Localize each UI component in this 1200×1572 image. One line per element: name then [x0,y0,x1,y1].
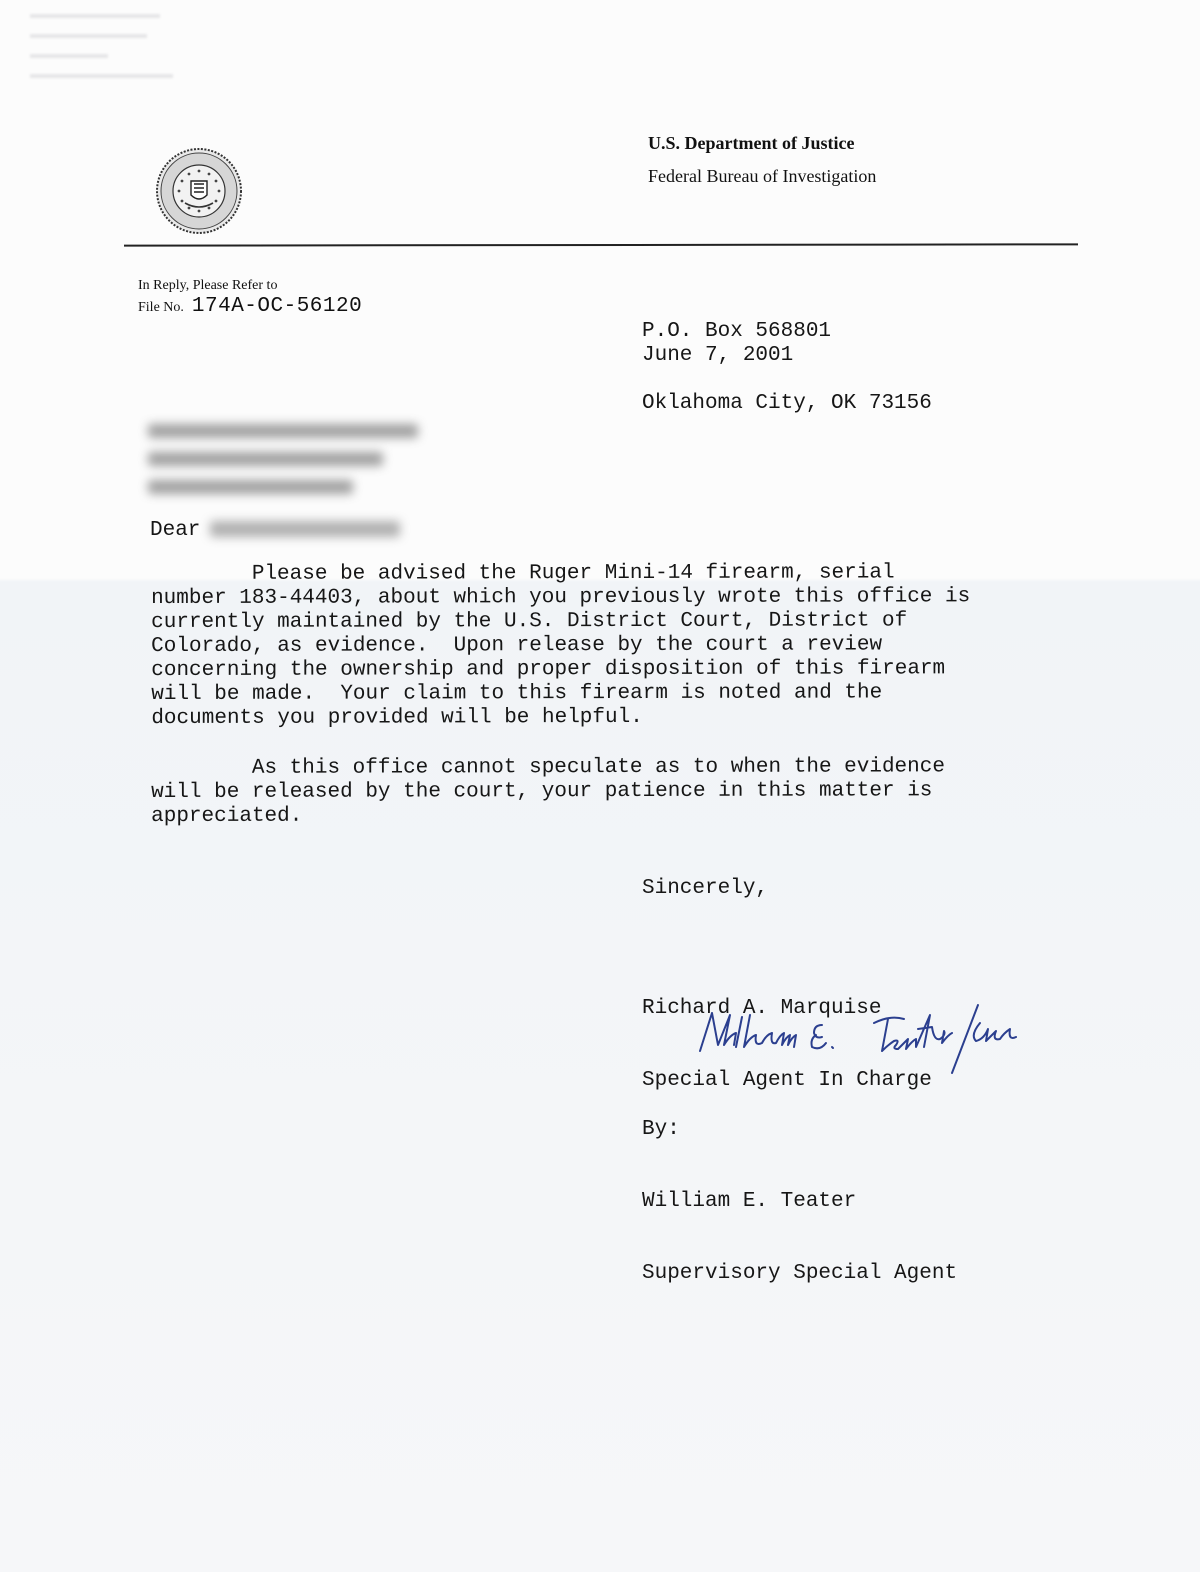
sender-address [642,272,932,464]
fbi-seal-icon [155,147,243,235]
agency-header [648,133,876,187]
file-label: File No. [138,300,184,315]
file-number: 174A-OC-56120 [191,295,363,318]
redacted-recipient-address [148,424,418,508]
by-title: Supervisory Special Agent [642,1262,958,1285]
signer-name: Richard A. Marquise [642,997,882,1020]
redacted-recipient-name [210,521,400,537]
body-paragraph-2: As this office cannot speculate as to when the evidence will be released by the court, your patience in this matter is appreciated. [151,755,945,828]
seal-lettering: DEPARTMENT OF JUSTICE FEDERAL BUREAU OF INVESTIGATION [199,233,230,234]
by-block [642,1070,957,1334]
closing: Sincerely, [642,877,769,900]
bureau-name: Federal Bureau of Investigation [648,166,877,186]
by-name: William E. Teater [642,1190,857,1213]
letterhead-divider [124,243,1078,246]
department-name: U.S. Department of Justice [648,133,855,153]
reply-label: In Reply, Please Refer to [138,278,278,293]
signer-title: Special Agent In Charge [642,1069,932,1092]
reference-block [138,275,362,318]
salutation-line [150,519,400,543]
letter-date: June 7, 2001 [642,344,794,367]
address-line-2: Oklahoma City, OK 73156 [642,392,932,415]
body-paragraph-1: Please be advised the Ruger Mini-14 firearm, serial number 183-44403, about which you previously wrote this office is currently maintained by the U.S. District Court, District of Colorado, as evidence. Upon release by the court a review concerning the ownership and proper disposition of this firearm will be made. Your claim to this firearm is noted and the documents you provided will be helpful. [151,561,971,730]
file-line [138,296,362,318]
show-through-text: ▬▬▬▬▬▬▬▬▬▬ ▬▬▬▬▬▬▬▬▬ ▬▬▬▬▬▬ ▬▬▬▬▬▬▬▬▬▬▬ [30,6,173,81]
salutation: Dear [150,519,201,542]
by-label: By: [642,1118,680,1141]
address-line-1: P.O. Box 568801 [642,320,832,343]
